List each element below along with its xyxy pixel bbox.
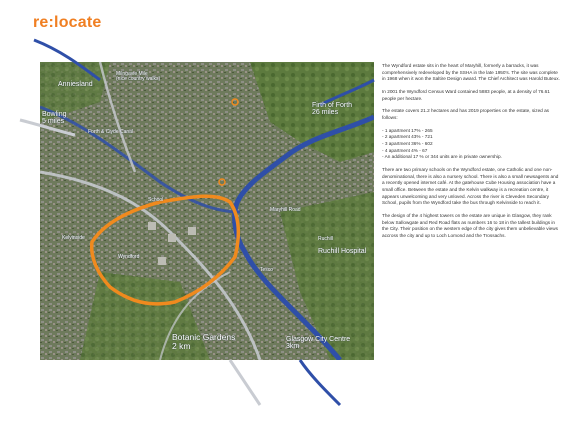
- list-item: - An additional 17 % or 344 units are in private ownership.: [382, 154, 502, 160]
- label-ruchill: Ruchill: [318, 236, 334, 242]
- tower-block: [168, 234, 176, 242]
- label-milngavie: Milngavie Mile (nice country walks): [116, 71, 161, 83]
- label-bowling: Bowling 5 miles: [42, 111, 67, 126]
- schools-paragraph: There are two primary schools on the Wyndford estate, one Catholic and one non-denominational, there is also a nursery school. There is also a small newsagents and a recently opened internet café. At the gatehouse Cube Housing association have a small office. Between the estate and the Kelvin walkway is a recreation centre, it appears unwelcoming and very unloved. Across the river is Cleveden Secondary School, pupils from the Wyndford take the bus through Kelvinside to reach it.: [382, 167, 559, 206]
- list-item: - 2 apartment 43% - 721: [382, 134, 433, 140]
- label-botanic-gardens: Botanic Gardens 2 km: [172, 332, 236, 351]
- relocate-logo: re:locate: [33, 14, 102, 31]
- label-maryhill-road: Maryhill Road: [270, 207, 301, 213]
- intro-paragraph: The Wyndford estate sits in the heart of Maryhill, formerly a barracks, it was comprehensively redeveloped by the SSHA in the late 1950's. The site was complete in 1968 when it won the Saltire Design award. The Chief Architect was Harold Buteux.: [382, 63, 560, 82]
- river-extension-south: [300, 360, 340, 405]
- label-forth-clyde-canal: Forth & Clyde Canal: [88, 129, 134, 135]
- list-item: - 3 apartment 36% - 602: [382, 141, 433, 147]
- census-paragraph: In 2001 the Wyndford Census Ward contained 5883 people, at a density of 76.61 people per hectare.: [382, 89, 550, 101]
- description-column: [382, 63, 560, 246]
- apartment-sizes-list: [382, 128, 560, 161]
- sizes-intro-paragraph: The estate covers 21.2 hectares and has 2019 properties on the estate, sized as follows:: [382, 108, 550, 121]
- tower-block: [188, 227, 196, 235]
- label-tesco: Tesco: [260, 267, 274, 273]
- label-ruchill-hospital: Ruchill Hospital: [318, 248, 367, 255]
- label-anniesland: Anniesland: [58, 81, 93, 88]
- road-extension-south: [230, 360, 260, 405]
- label-school: School: [148, 197, 164, 203]
- list-item: - 4 apartment 4% - 67: [382, 147, 428, 153]
- tower-block: [158, 257, 166, 265]
- label-kelvinside: Kelvinside: [62, 235, 85, 241]
- label-glasgow-centre: Glasgow City Centre 3km: [286, 336, 351, 351]
- list-item: - 1 apartment 17% - 265: [382, 127, 433, 133]
- towers-paragraph: The design of the 4 highest towers on the estate are unique in Glasgow, they rank below Sallowgate and Red Road flats as numbers 16 to 18 in the tallest buildings in the City. Their position on the western edge of the city gives them unbelievable views accross the city and up to Loch Lomond and the Trossachs.: [382, 213, 558, 239]
- label-firth: Firth of Forth 26 miles: [312, 102, 353, 117]
- label-wyndford: Wyndford: [118, 254, 140, 260]
- tower-block: [148, 222, 156, 230]
